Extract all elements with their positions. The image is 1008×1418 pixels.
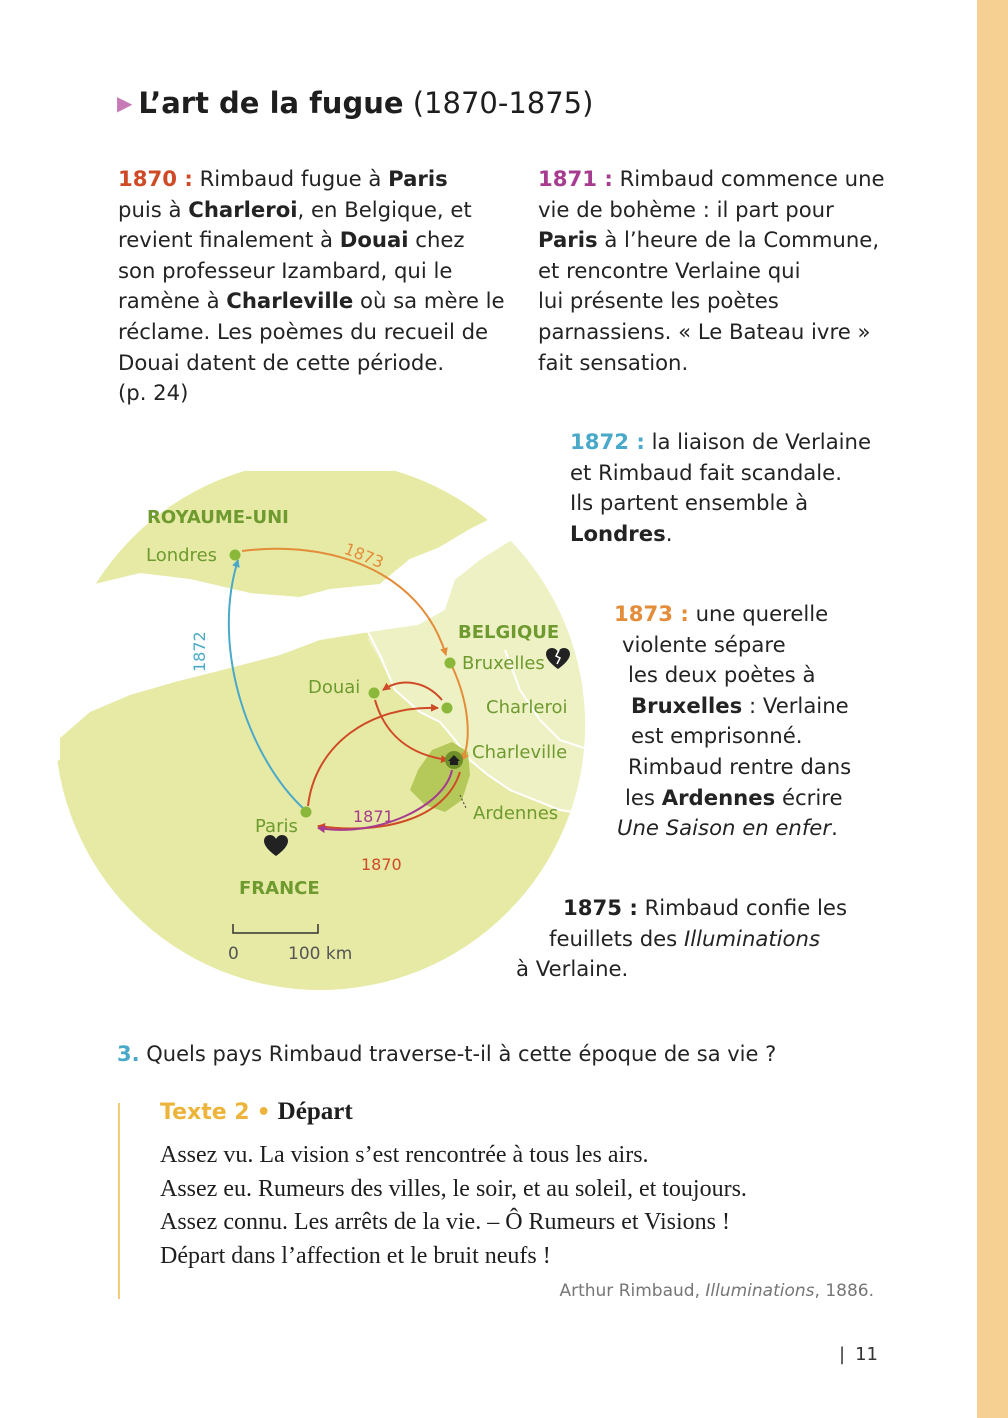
title-text: L’art de la fugue bbox=[138, 86, 404, 120]
poem-line: Assez vu. La vision s’est rencontrée à tous les airs. bbox=[160, 1142, 649, 1168]
paragraph-1870: 1870 : Rimbaud fugue à Paris puis à Charleroi, en Belgique, et revient finalement à Douai chez son professeur Izambard, qui le ramène à Charleville où sa mère le réclame. Les poèmes du recueil de Douai datent de cette période. (p. 24) bbox=[118, 166, 505, 406]
label-charleroi: Charleroi bbox=[486, 697, 568, 718]
dot-bruxelles bbox=[445, 658, 456, 669]
label-royaume-uni: ROYAUME-UNI bbox=[147, 507, 289, 528]
poem-line: Assez eu. Rumeurs des villes, le soir, et au soleil, et toujours. bbox=[160, 1175, 747, 1202]
label-belgique: BELGIQUE bbox=[458, 622, 560, 643]
texte-label: Texte 2 bbox=[160, 1100, 250, 1125]
label-route-1872: 1872 bbox=[190, 631, 209, 672]
house-icon bbox=[445, 751, 463, 769]
year-1872: 1872 : bbox=[570, 429, 645, 454]
dot-douai bbox=[369, 688, 380, 699]
year-1870: 1870 : bbox=[118, 166, 193, 191]
texte-2-heading: Texte 2 • Départ bbox=[160, 1098, 353, 1125]
paragraph-1871: 1871 : Rimbaud commence une vie de bohème : il part pour Paris à l’heure de la Commune, et rencontre Verlaine qui lui présente les poètes parnassiens. « Le Bateau ivre » fait sensation. bbox=[538, 166, 885, 375]
label-route-1871: 1871 bbox=[353, 807, 394, 826]
label-bruxelles: Bruxelles bbox=[462, 653, 545, 674]
dot-paris bbox=[301, 807, 312, 818]
label-france: FRANCE bbox=[239, 878, 320, 899]
scale-distance: 100 km bbox=[288, 944, 353, 964]
texte-title: Départ bbox=[277, 1098, 353, 1125]
label-paris: Paris bbox=[255, 816, 298, 837]
poem-text bbox=[160, 1139, 747, 1273]
label-route-1873: 1873 bbox=[341, 539, 387, 572]
poem-line: Départ dans l’affection et le bruit neufs ! bbox=[160, 1242, 551, 1269]
year-1875: 1875 : bbox=[563, 895, 638, 920]
label-charleville: Charleville bbox=[472, 742, 568, 763]
question-3 bbox=[117, 1042, 776, 1066]
poem-line: Assez connu. Les arrêts de la vie. – Ô Rumeurs et Visions ! bbox=[160, 1209, 730, 1235]
label-douai: Douai bbox=[308, 677, 361, 698]
texte-2-box bbox=[118, 1098, 880, 1299]
title-years: (1870-1875) bbox=[412, 86, 594, 120]
border-netherlands bbox=[560, 505, 620, 620]
label-route-1870: 1870 bbox=[361, 855, 402, 874]
year-1871: 1871 : bbox=[538, 166, 613, 191]
question-text: Quels pays Rimbaud traverse-t-il à cette époque de sa vie ? bbox=[146, 1042, 777, 1066]
dot-charleroi bbox=[442, 703, 453, 714]
year-1873: 1873 : bbox=[614, 601, 689, 626]
dot-londres bbox=[230, 550, 241, 561]
paragraph-1873: 1873 : une querelle violente sépare les deux poètes à Bruxelles : Verlaine est emprisonné. Rimbaud rentre dans les Ardennes écrire Une Saison en enfer. bbox=[614, 601, 852, 841]
triangle-bullet-icon: ▶ bbox=[117, 91, 133, 115]
scale-zero: 0 bbox=[228, 944, 239, 964]
label-londres: Londres bbox=[146, 545, 218, 566]
paragraph-1875: 1875 : Rimbaud confie les feuillets des Illuminations à Verlaine. bbox=[516, 895, 847, 982]
paragraph-1872: 1872 : la liaison de Verlaine et Rimbaud fait scandale. Ils partent ensemble à Londres. bbox=[570, 429, 872, 546]
poem-credit: Arthur Rimbaud, Illuminations, 1886. bbox=[559, 1281, 874, 1301]
question-number: 3. bbox=[117, 1042, 140, 1066]
label-ardennes: Ardennes bbox=[473, 803, 559, 824]
page-number: | 11 bbox=[839, 1344, 878, 1365]
